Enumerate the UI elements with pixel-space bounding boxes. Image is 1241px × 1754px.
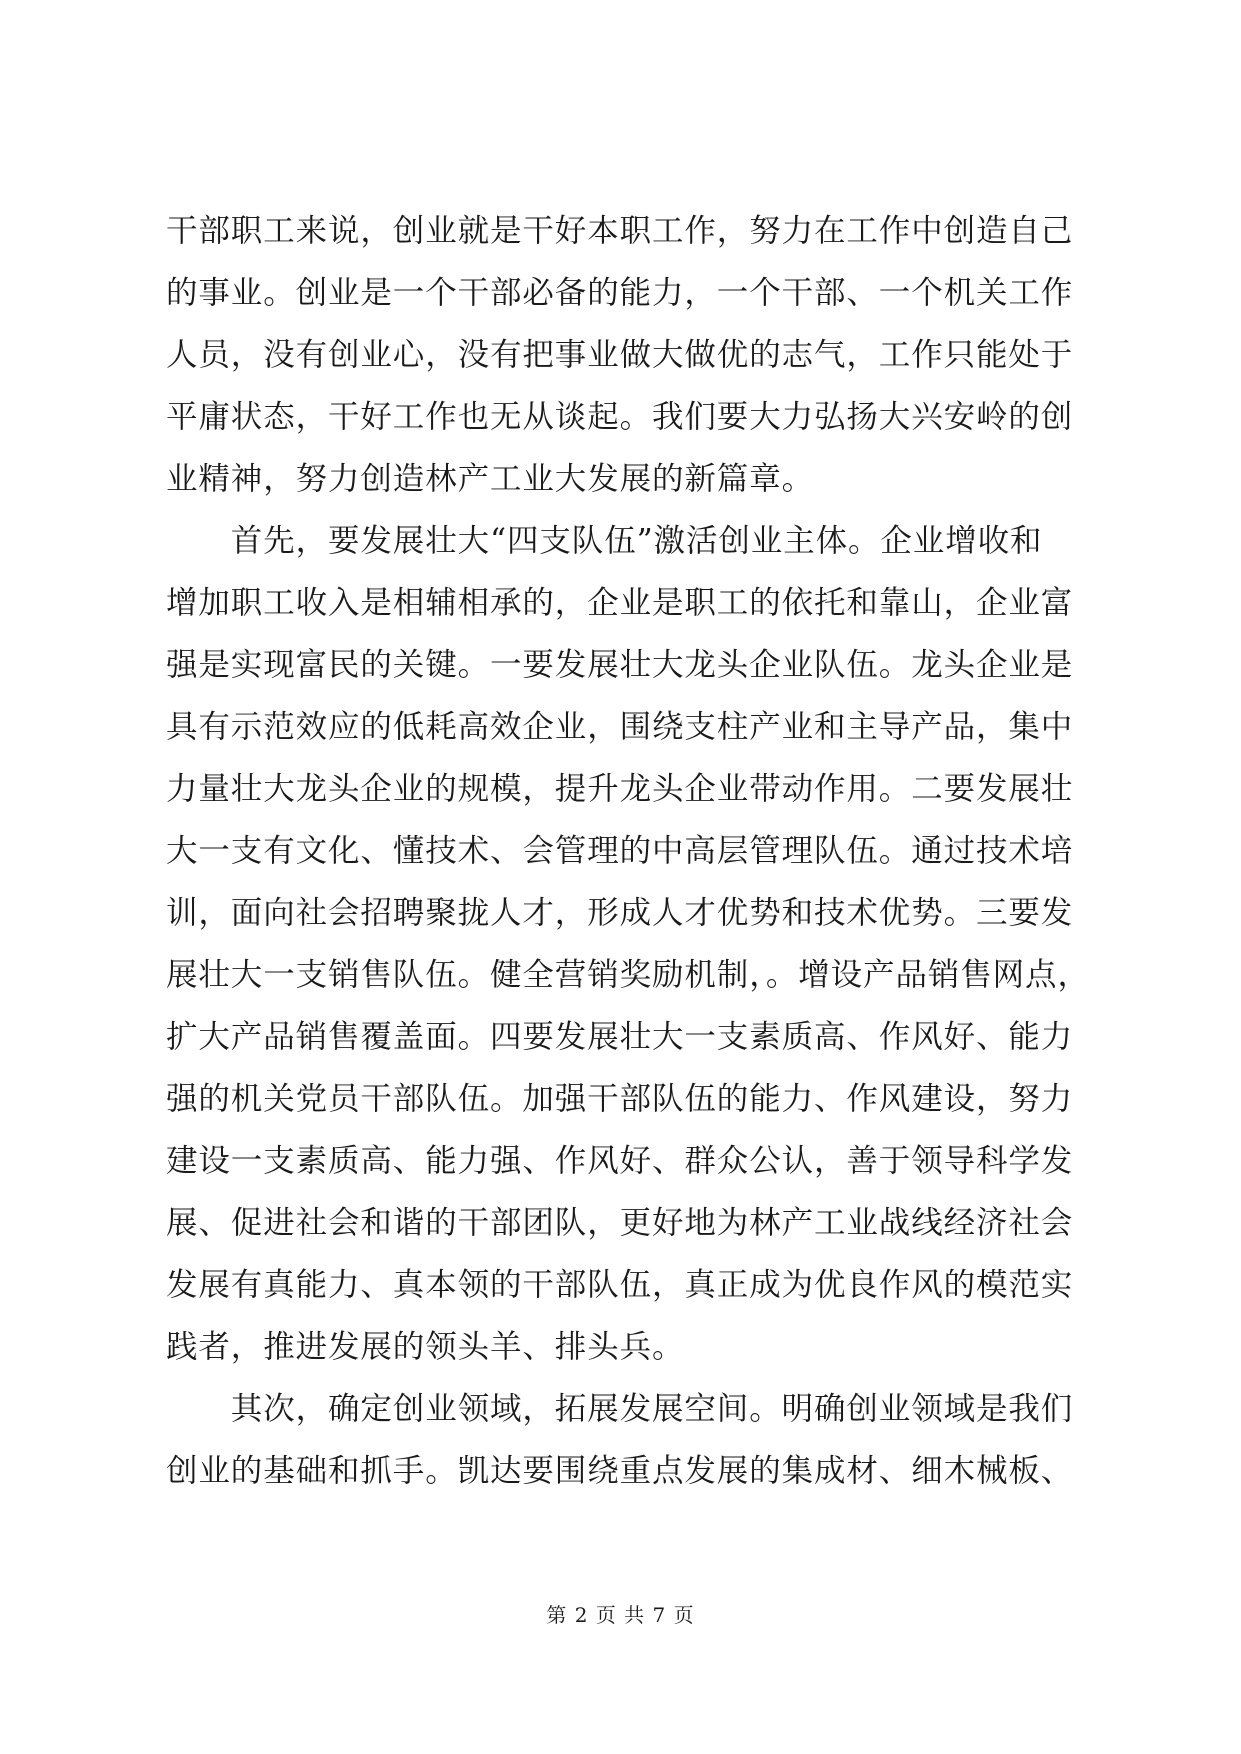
text-line-2: 的事业。创业是一个干部必备的能力，一个干部、一个机关工作 bbox=[166, 275, 1074, 311]
text-line-6: 首先，要发展壮大“四支队伍”激活创业主体。企业增收和 bbox=[166, 523, 1043, 559]
text-line-12: 训，面向社会招聘聚拢人才，形成人才优势和技术优势。三要发 bbox=[166, 895, 1074, 931]
text-line-16: 建设一支素质高、能力强、作风好、群众公认，善于领导科学发 bbox=[166, 1143, 1074, 1179]
text-line-9: 具有示范效应的低耗高效企业，围绕支柱产业和主导产品，集中 bbox=[166, 709, 1074, 745]
text-line-13: 展壮大一支销售队伍。健全营销奖励机制，。增设产品销售网点， bbox=[166, 957, 1090, 993]
text-line-20: 其次，确定创业领域，拓展发展空间。明确创业领域是我们 bbox=[166, 1391, 1074, 1427]
text-line-1: 干部职工来说，创业就是干好本职工作，努力在工作中创造自己 bbox=[166, 213, 1074, 249]
text-line-21: 创业的基础和抓手。凯达要围绕重点发展的集成材、细木械板、 bbox=[166, 1453, 1074, 1489]
text-line-4: 平庸状态，干好工作也无从谈起。我们要大力弘扬大兴安岭的创 bbox=[166, 399, 1074, 435]
text-line-7: 增加职工收入是相辅相承的，企业是职工的依托和靠山，企业富 bbox=[166, 585, 1074, 621]
text-line-8: 强是实现富民的关键。一要发展壮大龙头企业队伍。龙头企业是 bbox=[166, 647, 1074, 683]
text-line-3: 人员，没有创业心，没有把事业做大做优的志气，工作只能处于 bbox=[166, 337, 1074, 373]
text-line-18: 发展有真能力、真本领的干部队伍，真正成为优良作风的模范实 bbox=[166, 1267, 1074, 1303]
text-line-19: 践者，推进发展的领头羊、排头兵。 bbox=[166, 1329, 685, 1365]
text-line-15: 强的机关党员干部队伍。加强干部队伍的能力、作风建设，努力 bbox=[166, 1081, 1074, 1117]
page-number-footer: 第 2 页 共 7 页 bbox=[546, 1603, 695, 1627]
text-line-10: 力量壮大龙头企业的规模，提升龙头企业带动作用。二要发展壮 bbox=[166, 771, 1074, 807]
text-line-11: 大一支有文化、懂技术、会管理的中高层管理队伍。通过技术培 bbox=[166, 833, 1074, 869]
text-line-17: 展、促进社会和谐的干部团队，更好地为林产工业战线经济社会 bbox=[166, 1205, 1074, 1241]
text-line-14: 扩大产品销售覆盖面。四要发展壮大一支素质高、作风好、能力 bbox=[166, 1019, 1074, 1055]
text-line-5: 业精神，努力创造林产工业大发展的新篇章。 bbox=[166, 461, 815, 497]
